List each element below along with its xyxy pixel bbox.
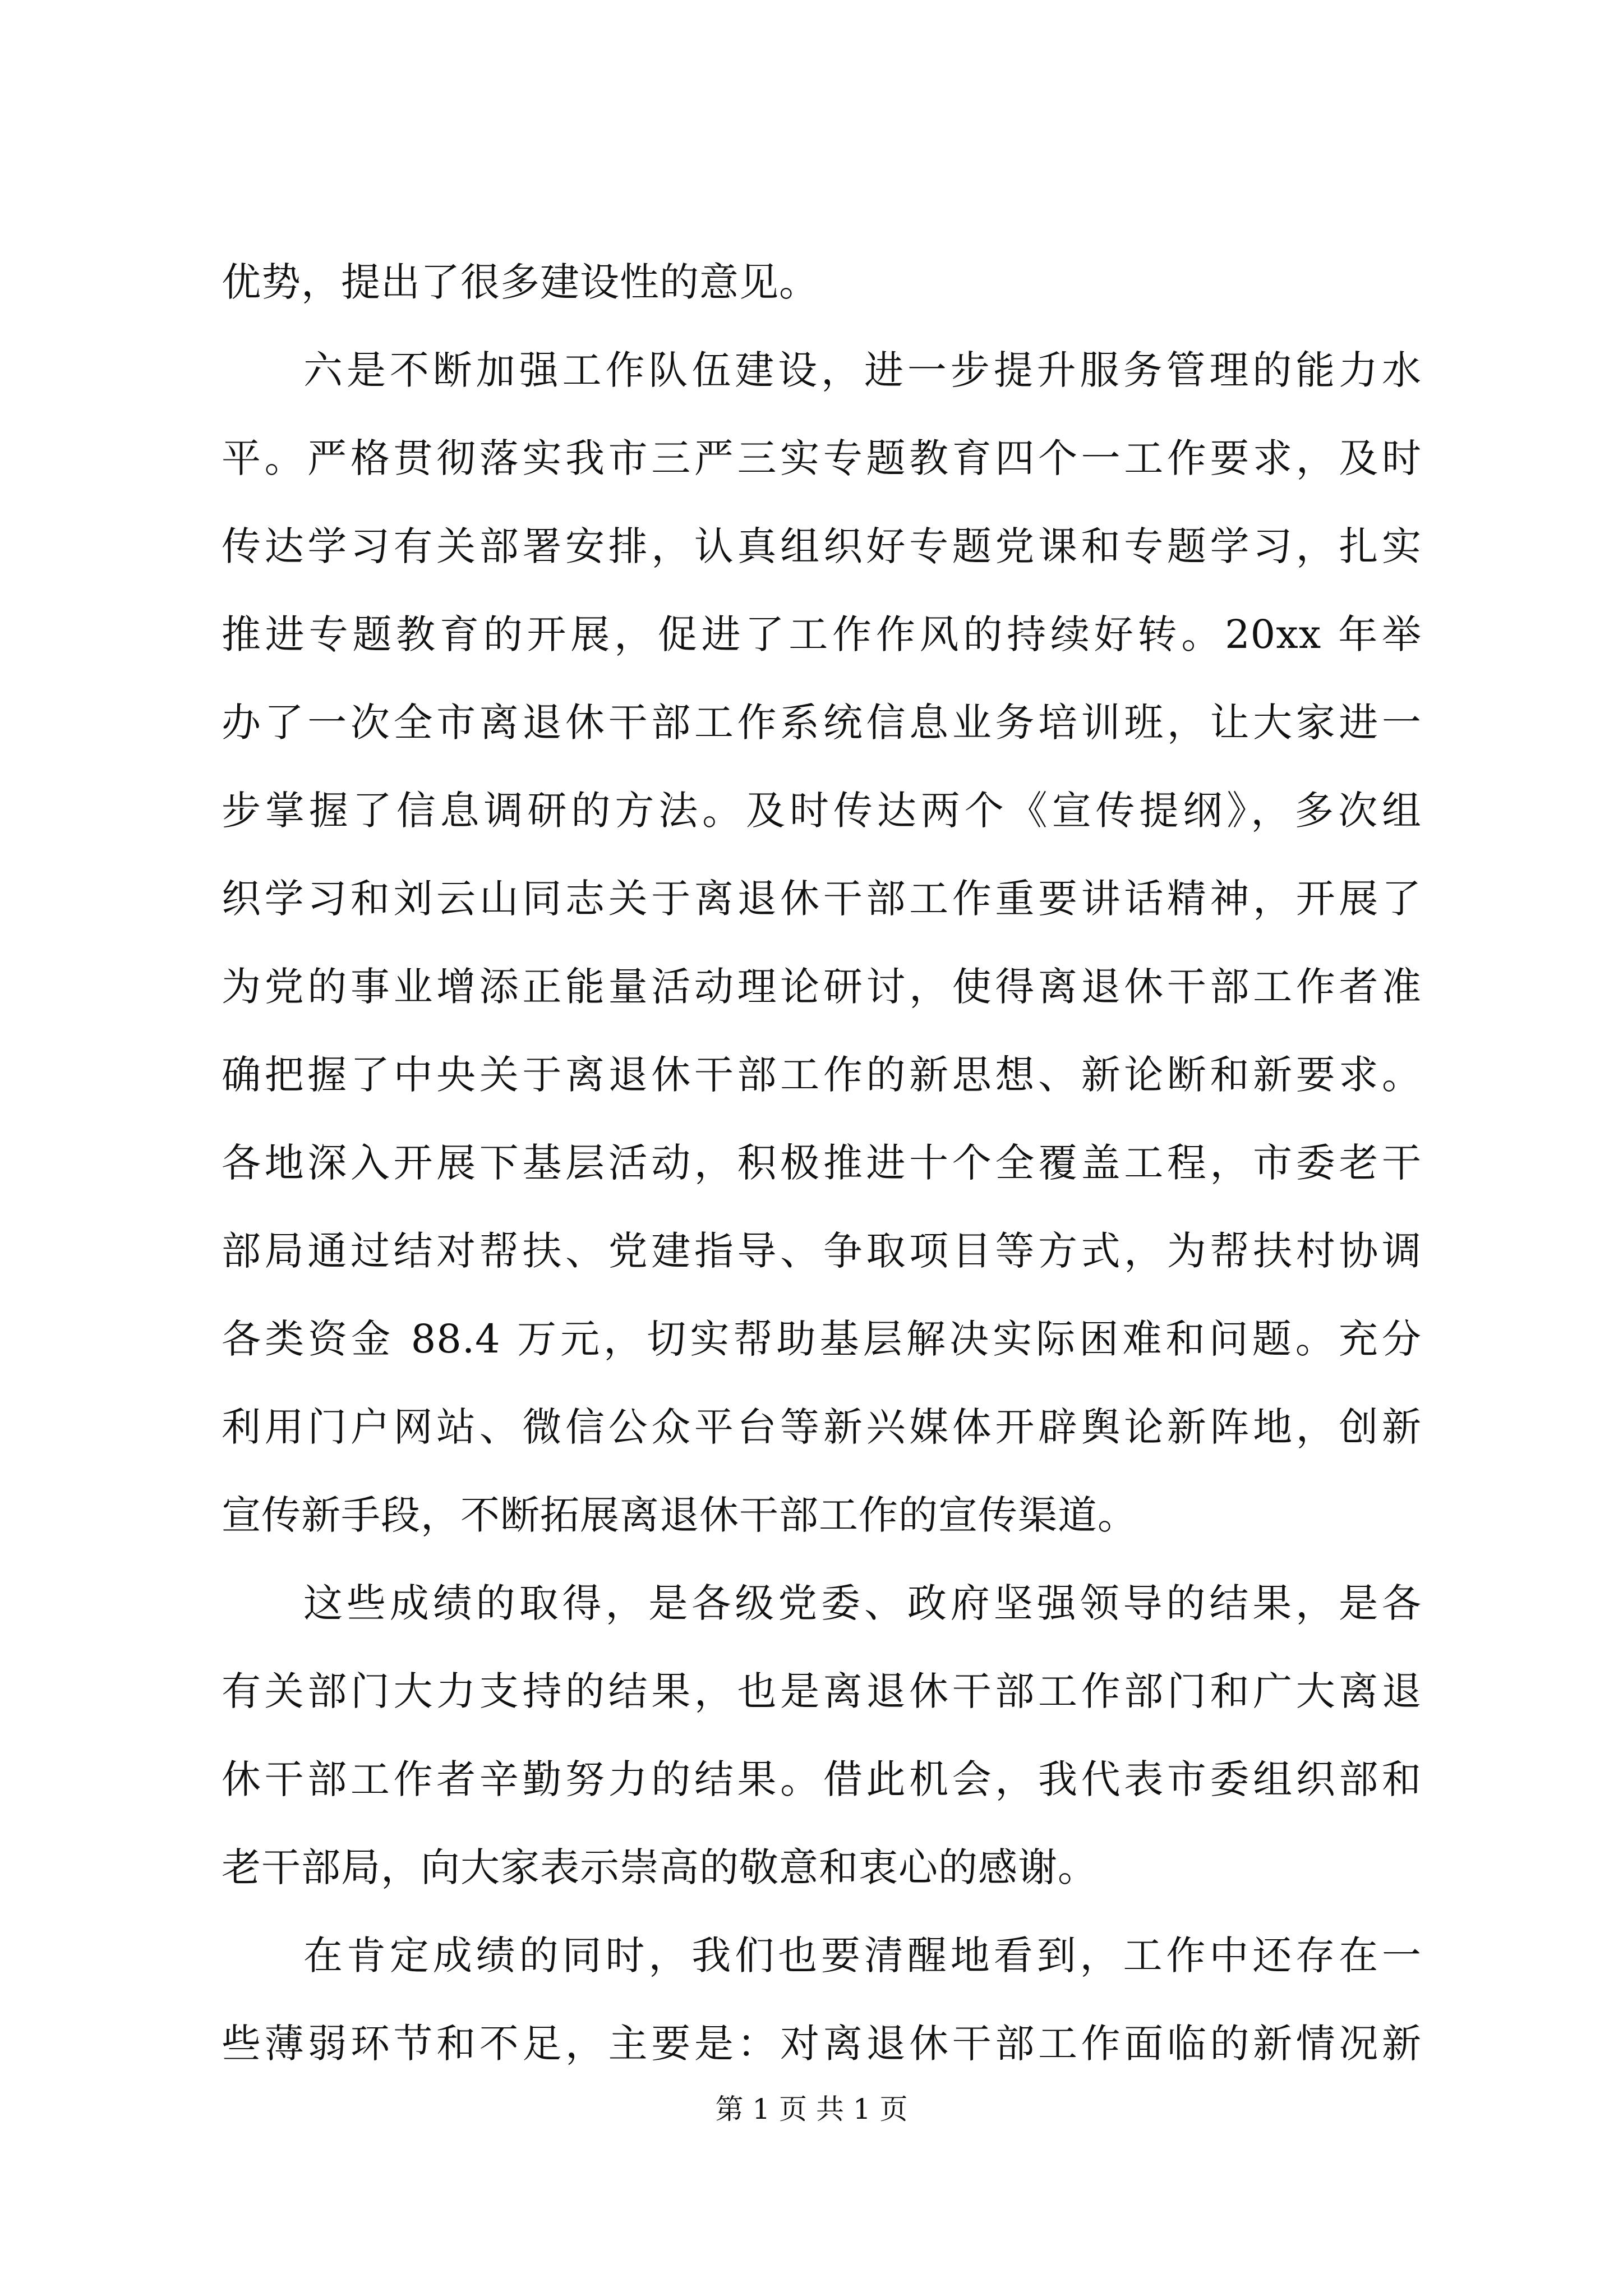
text-line: 确把握了中央关于离退休干部工作的新思想、新论断和新要求。 [222,1052,1422,1098]
text-line: 优势，提出了很多建设性的意见。 [222,259,819,305]
text-line: 宣传新手段，不断拓展离退休干部工作的宣传渠道。 [222,1492,1137,1538]
text-line: 各类资金 88.4 万元，切实帮助基层解决实际困难和问题。充分 [222,1316,1422,1362]
text-line: 休干部工作者辛勤努力的结果。借此机会，我代表市委组织部和 [222,1756,1422,1802]
text-line: 步掌握了信息调研的方法。及时传达两个《宣传提纲》，多次组 [222,788,1422,834]
document-body [222,238,1422,2088]
text-line: 平。严格贯彻落实我市三严三实专题教育四个一工作要求，及时 [222,435,1422,481]
text-line: 这些成绩的取得，是各级党委、政府坚强领导的结果，是各 [303,1580,1422,1626]
text-line: 办了一次全市离退休干部工作系统信息业务培训班，让大家进一 [222,700,1422,746]
text-line: 利用门户网站、微信公众平台等新兴媒体开辟舆论新阵地，创新 [222,1404,1422,1450]
text-line: 部局通过结对帮扶、党建指导、争取项目等方式，为帮扶村协调 [222,1228,1422,1274]
text-line: 推进专题教育的开展，促进了工作作风的持续好转。20xx 年举 [222,611,1422,657]
page-footer: 第 1 页 共 1 页 [715,2093,908,2125]
text-line: 有关部门大力支持的结果，也是离退休干部工作部门和广大离退 [222,1668,1422,1714]
text-line: 织学习和刘云山同志关于离退休干部工作重要讲话精神，开展了 [222,876,1422,922]
text-line: 传达学习有关部署安排，认真组织好专题党课和专题学习，扎实 [222,523,1422,569]
text-line: 各地深入开展下基层活动，积极推进十个全覆盖工程，市委老干 [222,1140,1422,1186]
text-line: 在肯定成绩的同时，我们也要清醒地看到，工作中还存在一 [303,1932,1422,1978]
text-line: 些薄弱环节和不足，主要是：对离退休干部工作面临的新情况新 [222,2021,1422,2067]
text-line: 六是不断加强工作队伍建设，进一步提升服务管理的能力水 [303,347,1422,393]
text-line: 为党的事业增添正能量活动理论研讨，使得离退休干部工作者准 [222,964,1422,1010]
text-line: 老干部局，向大家表示崇高的敬意和衷心的感谢。 [222,1844,1098,1890]
